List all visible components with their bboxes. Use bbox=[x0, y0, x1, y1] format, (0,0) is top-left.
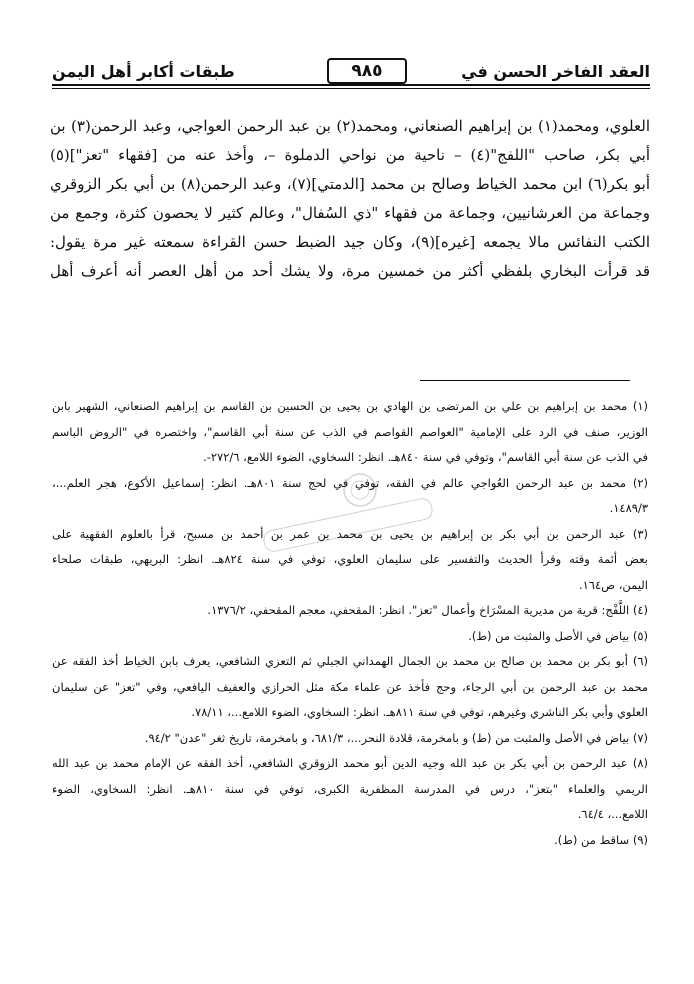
footnote-8 bbox=[52, 751, 648, 828]
footnote-line: (٦) أبو بكر بن محمد بن صالح بن محمد بن الجمال الهمداني الجبلي ثم التعزي الشافعي، يعرف بابن الخياط أخذ الفقه عن bbox=[52, 654, 648, 668]
book-title: العقد الفاخر الحسن في bbox=[461, 62, 650, 81]
footnote-line: (١) محمد بن إبراهيم بن علي بن المرتضى بن الهادي بن يحيى بن الحسين بن القاسم بن إبراهيم الصنعاني، الشهير بابن bbox=[52, 399, 648, 413]
footnote-line: الريمي والعلماء "بتعز"، درس في المدرسة المظفرية الكبرى، توفي في سنة ٨١٠هـ. انظر: السخاوي، الضوء bbox=[52, 781, 648, 796]
footnote-line: (٩) ساقط من (ط). bbox=[554, 832, 648, 847]
main-text bbox=[50, 112, 650, 286]
footnote-1 bbox=[52, 394, 648, 471]
main-line: أبو بكر(٦) ابن محمد الخياط وصالح بن محمد [الدمتي](٧)، وعبد الرحمن(٨) بن أبي بكر الزوقري bbox=[50, 175, 650, 193]
footnote-line: (٣) عبد الرحمن بن أبي بكر بن إبراهيم بن يحيى بن محمد بن عمر بن أحمد بن مسبح، قرأ بالعلوم الفقهية على bbox=[52, 526, 648, 541]
main-line: العلوي، ومحمد(١) بن إبراهيم الصنعاني، ومحمد(٢) بن عبد الرحمن العواجي، وعبد الرحمن(٣) بن bbox=[50, 117, 650, 135]
footnote-line: بعض أئمة وقته وقرأ الحديث والتفسير على سليمان العلوي، توفي في سنة ٨٢٤هـ. انظر: البريهي، طبقات صلحاء bbox=[52, 552, 648, 566]
footnote-line: الوزير، صنف في الرد على الإمامية "العواصم القواصم في الذب عن سنة أبي القاسم"، واختصره في "الروض الباسم bbox=[52, 424, 648, 439]
footnotes bbox=[52, 394, 648, 853]
footnote-line: (٤) اللَّفْج: قرية من مديرية المسْرَاخ وأعمال "تعز". انظر: المقحفي، معجم المقحفي، ١٣٧٦/٢. bbox=[207, 603, 648, 617]
footnote-line: (٢) محمد بن عبد الرحمن العُواجي عالم في الفقه، توفي في لحج سنة ٨٠١هـ. انظر: إسماعيل الأكوع، هجر العلم...، bbox=[52, 475, 648, 490]
footnote-4 bbox=[52, 598, 648, 624]
page-number: ٩٨٥ bbox=[327, 58, 407, 84]
footnote-line: اليمن، ص١٦٤. bbox=[578, 577, 648, 592]
footnote-6 bbox=[52, 649, 648, 726]
footnote-2 bbox=[52, 471, 648, 522]
main-line: قد قرأت البخاري بلفظي أكثر من خمسين مرة، ولا يشك أحد من أهل العصر أنه أعرف أهل bbox=[50, 262, 650, 280]
header-rule bbox=[52, 84, 650, 86]
footnote-line: اللامع...، ٦٤/٤. bbox=[577, 807, 648, 821]
footnote-line: في الذب عن سنة أبي القاسم"، وتوفي في سنة ٨٤٠هـ. انظر: السخاوي، الضوء اللامع، ٢٧٢/٦-. bbox=[203, 450, 648, 464]
footnote-9 bbox=[52, 828, 648, 854]
footnote-line: ١٤٨٩/٣. bbox=[609, 501, 648, 515]
main-line: الكتب النفائس مالا يجمعه [غيره](٩)، وكان جيد الضبط حسن القراءة سمعته غير مرة يقول: bbox=[50, 233, 650, 251]
footnote-line: العلوي وأبي بكر الناشري وغيرهم، توفي في سنة ٨١١هـ. انظر: السخاوي، الضوء اللامع...، ٧٨/١١. bbox=[191, 705, 648, 719]
header-rule-thin bbox=[52, 88, 650, 89]
footnote-3 bbox=[52, 522, 648, 599]
main-line: وجماعة من العرشانيين، وجماعة من فقهاء "ذي السُفال"، وعالم كثير لا يحصون كثرة، وجمع من bbox=[50, 204, 650, 222]
page-header bbox=[52, 58, 650, 88]
footnote-7 bbox=[52, 726, 648, 752]
footnote-separator bbox=[420, 380, 630, 381]
footnote-line: محمد بن عبد الرحمن بن أبي الرجاء، وحج فأخذ عن علماء مكة مثل الحرازي والعفيف اليافعي، وفي "تعز" عن سليمان bbox=[52, 679, 648, 694]
footnote-5 bbox=[52, 624, 648, 650]
footnote-line: (٥) بياض في الأصل والمثبت من (ط). bbox=[468, 628, 648, 643]
footnote-line: (٨) عبد الرحمن بن أبي بكر بن عبد الله وجيه الدين أبو محمد الزوقري الشافعي، أخذ الفقه عن الإمام محمد بن عبد الله bbox=[52, 756, 648, 770]
footnote-line: (٧) بياض في الأصل والمثبت من (ط) و بامخرمة، قلادة النحر...، ٦٨١/٣، و بامخرمة، تاريخ ثغر "عدن" ٩٤/٢. bbox=[144, 730, 648, 745]
main-line: أبي بكر، صاحب "اللفج"(٤) – ناحية من نواحي الدملوة –، وأخذ عنه من [فقهاء "تعز"](٥) bbox=[50, 146, 650, 164]
book-subtitle: طبقات أكابر أهل اليمن bbox=[52, 62, 235, 81]
